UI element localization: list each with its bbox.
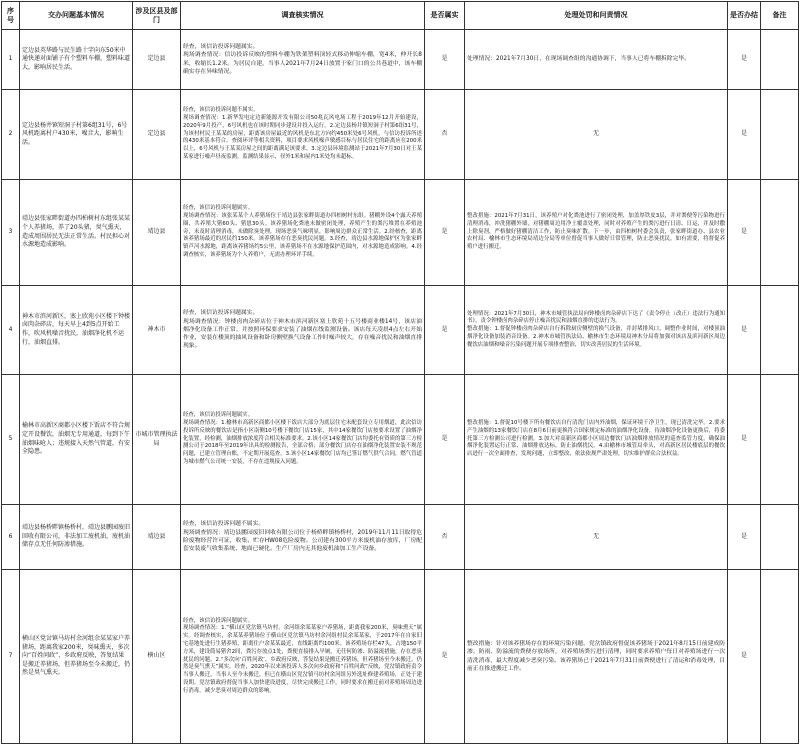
cell-verified: 是 — [425, 180, 465, 286]
header-row — [2, 2, 799, 30]
cell-remark — [761, 286, 799, 375]
cell-area: 靖边县 — [133, 180, 181, 286]
cell-remark — [761, 570, 799, 744]
header-issue: 交办问题基本情况 — [20, 2, 133, 30]
cell-issue: 靖边县张家畔街道办四柏树村东组张某某个人养猪场，养了20头猪，臭气熏天，造成周围居民无法正常生活。村民担心对水源地造成影响。 — [20, 180, 133, 286]
cell-verified: 否 — [425, 90, 465, 180]
cell-done: 是 — [728, 90, 761, 180]
cell-done: 是 — [728, 570, 761, 744]
cell-investigation: 经查，该信访投诉问题属实。 现场调查情况：信访投诉反映的塑料车棚为铁架塑料顶轻式移动伸缩车棚，宽4米，伸开长8米，收缩长1.2米。为居民自建，当事人2021年7月24日放置于家门口的公共巷道中，该车棚确实存在异味情况。 — [181, 30, 425, 90]
cell-handling: 处理情况：2021年7月30日，在现场调查组的沟通协调下，当事人已将车棚拆除完毕。 — [465, 30, 728, 90]
cell-seq: 4 — [2, 286, 20, 375]
cell-issue: 定边县英华路与民生路十字向东50米中通快递对面铺子有个塑料车棚，塑料味道大，影响居民生活。 — [20, 30, 133, 90]
cell-verified: 是 — [425, 30, 465, 90]
cell-remark — [761, 180, 799, 286]
cell-seq: 7 — [2, 570, 20, 744]
cell-remark — [761, 375, 799, 505]
cell-handling: 整改措施：1.督促10号楼下所有餐饮店自行清洗门店内外油烟，保证环境干净卫生，现已清洗完毕。2.要求产生油烟的13家餐饮门店在8月6日前更换符合国家规定标准的油烟净化设备，待油烟净化设备更换后，将委托第三方检测公司进行检测。3.加大对高新区商都小区周边餐饮门店油烟排放情况的巡查监管力度，确保油烟净化装置运行正常、油烟排放达标，防止油烟扰民。4.由榆林市城管局牵头，对高新区居民楼底层的餐饮店进行一次全面排查，发现问题，立即整改，依法依规严肃处理，切实维护群众合法权益。 — [465, 375, 728, 505]
cell-investigation: 经查，该信访投诉问题属实。 现场调查情况：1.榆林市高新区商都小区楼下饭店大部分为底层住宅未配套设立专用烟道，此次信访投诉所反映的餐饮店是指小区南侧10号楼下餐饮门店15家，其中14家餐饮门店按要求设置了油烟净化装置，经检测，油烟排放浓度符合相关标准要求。2.该小区14家餐饮门店均委托有资质的第三方检测公司于2018年至2019年出具的检测报告，全部合格；部分餐饮门店存在油烟净化装置安装不规范问题，已建立管理台账，不定期开展巡查。3.该小区14家餐饮门店均已签订燃气供气合同，燃气管道为城市燃气公司统一安装，不存在违规接入问题。 — [181, 375, 425, 505]
cell-area: 横山区 — [133, 570, 181, 744]
header-investigation: 调查核实情况 — [181, 2, 425, 30]
cell-seq: 3 — [2, 180, 20, 286]
cell-investigation: 经查，该信访投诉问题属实。 现场调查情况：1.“横山区党岔镇马坊村，余河组余某某家户养猪场，距离我家200米，臭味熏天”属实。经调查核实，余某某养猪场位于横山区党岔镇马坊村余河组村民余某某家，于2017年在自家旧宅基地处进行生猪养殖，距离住户余某某最近，直线距离约100米。该养殖场存栏47头，占地150平方米，建设简易猪舍2间，粪污存放点1处，粪便直接排入旱厕，无任何防渗、防溢流措施，存在恶臭扰民的问题。2.“多次向‘百姓问政’、乡政府反映，答复结果是搬迁养猪场，但养猪场至今未搬迁，仍然是臭气熏天”属实。经查，2020年以来该投诉人多次向乡政府和“百姓问政”反映，党岔镇政府责令当事人搬迁，当事人至今未搬迁，但已在横山区党岔镇马坊村余河组另外选址修建养殖场，正处于建设期。党岔镇政府督促当事人加快建设进度，尽快完成搬迁工作，同时要求在搬迁前对养殖场周边进行消毒，减少恶臭对周边群众的影响。 — [181, 570, 425, 744]
cell-investigation: 经查，该信访投诉问题属实。 现场调查情况：该张某某个人养猪场位于靖边县张家畔街道办四柏树村东组。猪棚外设4个露天养殖圈，共养殖大猪60头、猪崽30头。该养猪场化粪池未做密闭处理，养殖产生的粪污堆置在养殖池旁，未及时清理消毒，未做除臭处理，现场恶臭气味明显，影响周边群众正常生活。2.经核查，距离该养猪场最近的居民约150米。该养猪场存在恶臭扰民问题。3.经查，靖边县水源地保护区为张家畔镇芦河水源地，距离该养猪场约5公里，该养猪场不在水源地保护范围内，对水源地造成影响。4.经调查核实，该养猪场为个人养殖户，无需办理环评手续。 — [181, 180, 425, 286]
header-handling: 处理处罚和问责情况 — [465, 2, 728, 30]
table-row — [2, 505, 799, 570]
header-area: 涉及区县及部门 — [133, 2, 181, 30]
header-remark: 备注 — [761, 2, 799, 30]
cell-done: 是 — [728, 30, 761, 90]
cell-issue: 榆林市高新区商都小区楼下饭店不符合规定开设餐饮，油烟无专用通道，每到下午油烟味呛人；违规接入天然气管道，有安全隐患。 — [20, 375, 133, 505]
cell-verified: 是 — [425, 570, 465, 744]
table-row — [2, 286, 799, 375]
cell-seq: 5 — [2, 375, 20, 505]
cell-investigation: 经查，该信访投诉问题不属实。 现场调查情况：1.新华发电定边新能源开发有限公司50兆瓦风电场工程于2019年12月开始建设，2020年9月投产，6号风机也在该时期同步建设并投入运行。2.定边县杨井镇短洞子村第6组31号，为该村村民王某某的房屋，距离该房屋最近的风机是东北方向约450米处6号风机，与信访投诉所述的430米基本符合。查阅环评等相关资料，项目要求风机噪声敏感目标与居民住宅的距离应在200米以上，6号风机与王某某房屋之间的距离满足该要求。3.定边县环境监测站于2021年7月30日对王某某家进行噪声昼夜监测。监测结果显示，昼外1米和屋内1米处均未超标。 — [181, 90, 425, 180]
table-row — [2, 570, 799, 744]
cell-verified: 是 — [425, 286, 465, 375]
cell-area: 市城市管理执法局 — [133, 375, 181, 505]
header-verified: 是否属实 — [425, 2, 465, 30]
cell-done: 是 — [728, 180, 761, 286]
table-row — [2, 30, 799, 90]
table-row — [2, 180, 799, 286]
header-done: 是否办结 — [728, 2, 761, 30]
cell-investigation: 经查，该信访投诉问题不属实。 现场调查情况：靖边县鹏园废旧回收有限公司位于杨桥畔镇杨桥村，2019年11月11日取得危险废物经营许可证，收集、贮存HW08危险废物。公司建有300平方米废机油存放库，厂房配套安装废气收集系统、地面已硬化。生产厂房内无其他废机油加工生产设备。 — [181, 505, 425, 570]
cell-seq: 6 — [2, 505, 20, 570]
cell-seq: 1 — [2, 30, 20, 90]
cell-handling: 无 — [465, 505, 728, 570]
case-table — [1, 1, 799, 744]
cell-area: 定边县 — [133, 90, 181, 180]
table-row — [2, 375, 799, 505]
cell-issue: 神木市滨河新区，塞上欣苑小区楼下钟楼卤肉杂碎店，每天早上4到5点开始工作，吹风机噪音扰民，油烟净化机不运行，油烟直排。 — [20, 286, 133, 375]
header-seq: 序号 — [2, 2, 20, 30]
cell-issue: 靖边县杨桥畔镇杨桥村，靖边县鹏园废旧回收有限公司，非法加工废机油，废机油储存点无任何防渗措施。 — [20, 505, 133, 570]
cell-remark — [761, 30, 799, 90]
cell-handling: 整改措施：2021年7月31日，该养殖户对化粪池进行了密闭处理，加盖厚铁皮3层，并对粪便等污染物进行清理消毒，冲洗猪棚外墙，对猪棚周边用净土覆盖处理，同时对养殖产生的粪污进行日清、日运，并及时撒上除臭剂，严格做好猪棚清洁工作，防止臭味扩散。下一步，由四柏树村委会负责，张家畔街道办、县农业农村局、榆林市生态环境局靖边分局等单位督促当事人做好日常管理，防止恶臭扰民。如有需要，将督促养殖户进行搬迁。 — [465, 180, 728, 286]
cell-done: 是 — [728, 375, 761, 505]
cell-area: 神木市 — [133, 286, 181, 375]
cell-area: 定边县 — [133, 30, 181, 90]
cell-investigation: 经查，该信访投诉问题属实。 现场调查情况：钟楼卤肉杂碎店位于神木市滨河新区塞上欣苑十五号楼商业楼14号，该店油烟净化设备工作正常，并按照环保要求安装了油烟在线监测设备。该店每天凌晨4点左右开始作业，安装在楼顶的抽风设备和卧房侧壁换气设备工作时噪声较大，存在噪音扰民和油烟直排现象。 — [181, 286, 425, 375]
table-row — [2, 90, 799, 180]
cell-issue: 定边县杨井镇短洞子村第6组31号，6号风机距离村户430米，噪音大，影响生活。 — [20, 90, 133, 180]
cell-seq: 2 — [2, 90, 20, 180]
cell-verified: 否 — [425, 505, 465, 570]
cell-remark — [761, 505, 799, 570]
cell-remark — [761, 90, 799, 180]
cell-area: 靖边县 — [133, 505, 181, 570]
cell-verified: 是 — [425, 375, 465, 505]
cell-handling: 处理情况：2021年7月30日，神木市城管执法局向钟楼卤肉杂碎店下达了《责令停止（改正）违法行为通知书》，责令钟楼卤肉杂碎店停止噪音扰民和油烟直排的违法行为。 整改措施：1.督促钟楼卤肉杂碎店自行拆除厨房侧壁的换气设备，并封堵排风口，调整作业时间，对楼顶油烟净化设备加装消音设备。2.神木市城管执法局、榆林市生态环境局神木分局将加强对该店及滨河新区周边餐饮店油烟和噪音污染问题开展专项排查整治，切实改善居民的生活环境。 — [465, 286, 728, 375]
cell-done: 是 — [728, 286, 761, 375]
cell-issue: 横山区党岔镇马坊村余河组余某某家户养猪场，距离我家200米，臭味熏天，多次向“百姓问政”、乡政府反映，答复结果是搬迁养猪场，但养猪场至今未搬迁，仍然是臭气熏天。 — [20, 570, 133, 744]
cell-handling: 无 — [465, 90, 728, 180]
cell-done: 是 — [728, 505, 761, 570]
cell-handling: 整改措施：针对该养猪场存在的环境污染问题，党岔镇政府督促该养猪场于2021年8月15日前建成防渗、防雨、防溢流的粪便存放场所，对养殖场粪污进行清理，同时要求养殖户每日对养殖场进行一次清洗消毒，最大程度减少恶臭污染。该养猪场已于2021年7月31日前粪便进行了清运和消毒处理，目前正在推进搬迁工作。 — [465, 570, 728, 744]
